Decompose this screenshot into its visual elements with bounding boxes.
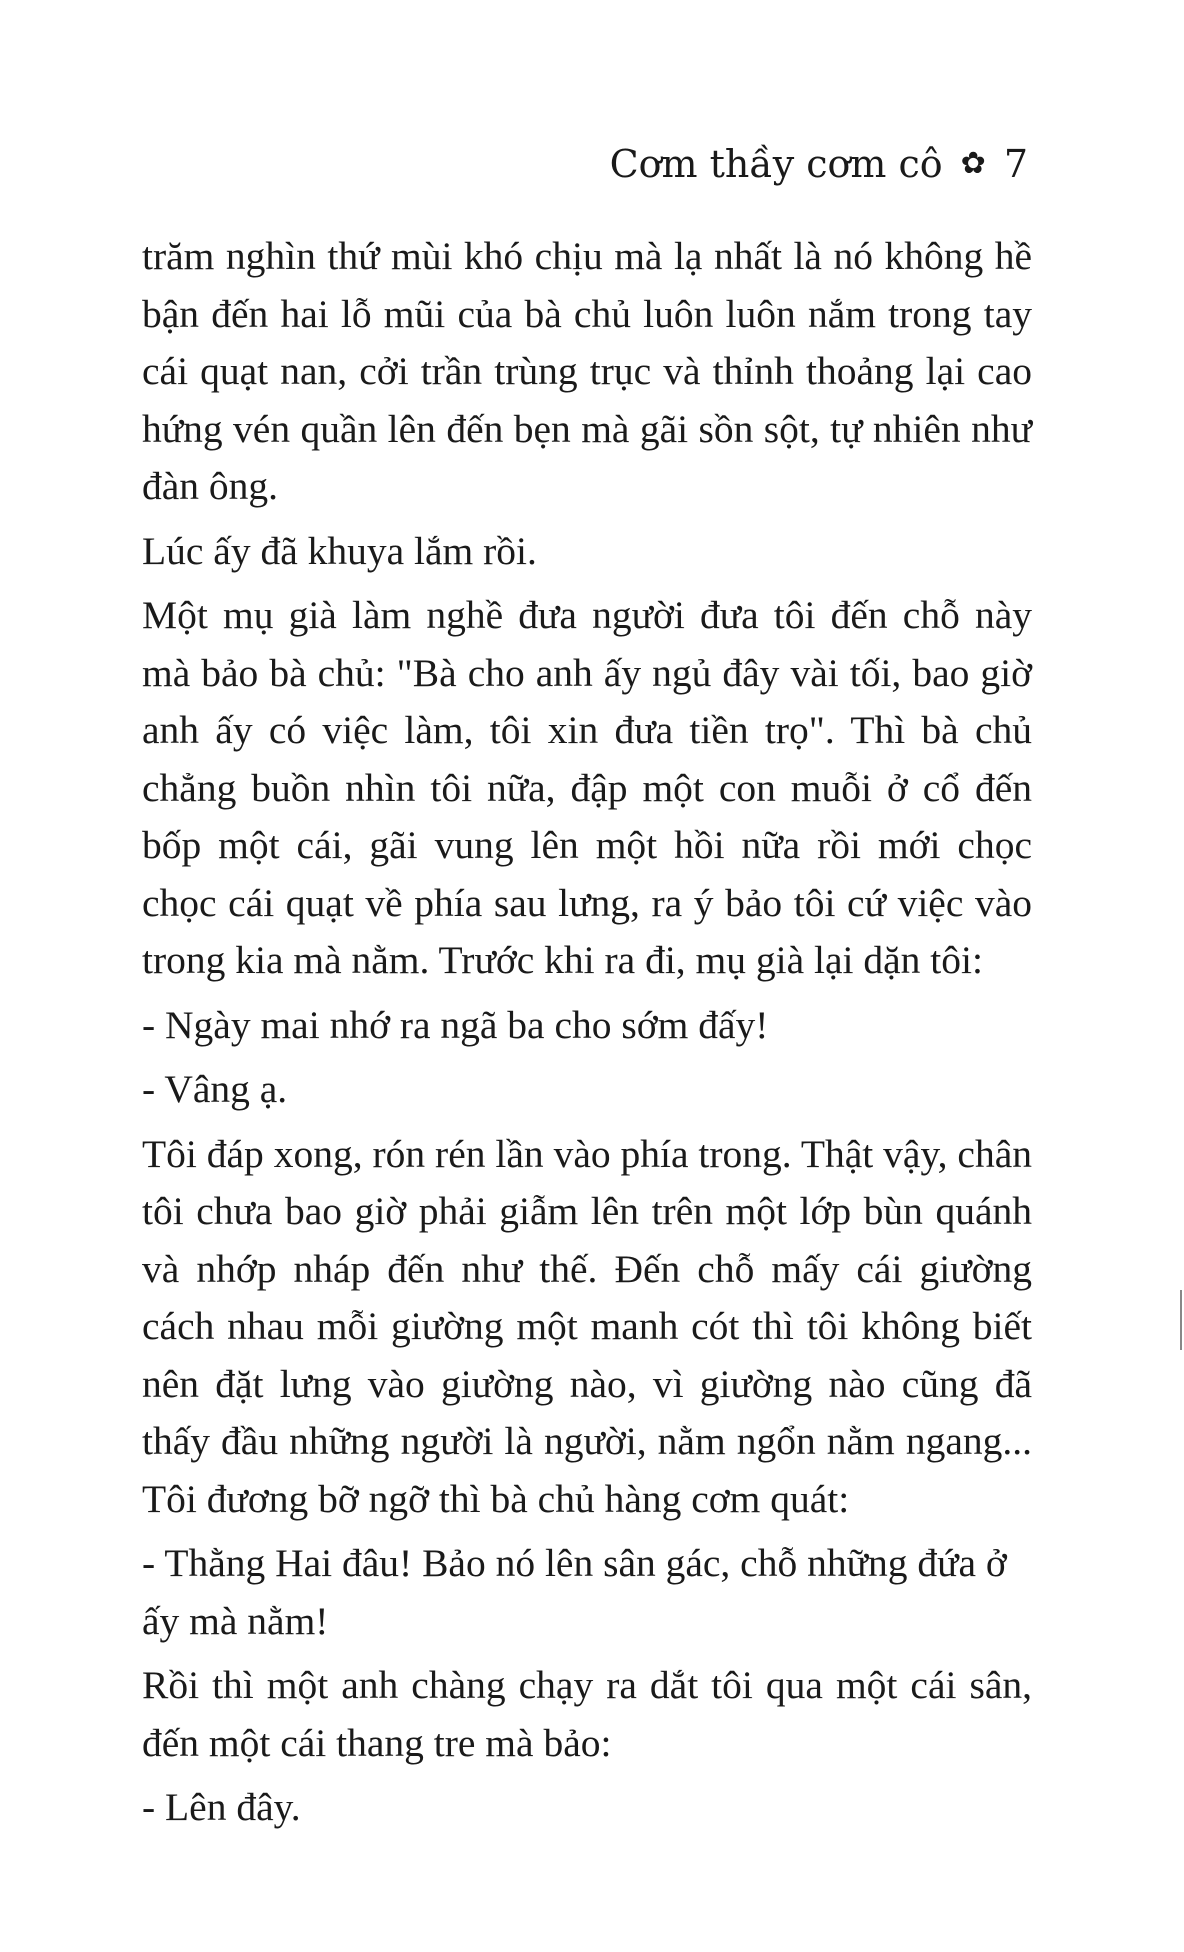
running-header	[610, 142, 1028, 186]
paragraph: Tôi đáp xong, rón rén lần vào phía trong. Thật vậy, chân tôi chưa bao giờ phải giẫm lên trên một lớp bùn quánh và nhớp nháp đến như thế. Đến chỗ mấy cái giường cách nhau mỗi giường một manh cót thì tôi không biết nên đặt lưng vào giường nào, vì giường nào cũng đã thấy đầu những người là người, nằm ngổn nằm ngang... Tôi đương bỡ ngỡ thì bà chủ hàng cơm quát:	[142, 1131, 1032, 1521]
paragraph: Một mụ già làm nghề đưa người đưa tôi đến chỗ này mà bảo bà chủ: "Bà cho anh ấy ngủ đây vài tối, bao giờ anh ấy có việc làm, tôi xin đưa tiền trọ". Thì bà chủ chẳng buồn nhìn tôi nữa, đập một con muỗi ở cổ đến bốp một cái, gãi vung lên một hồi nữa rồi mới chọc chọc cái quạt về phía sau lưng, ra ý bảo tôi cứ việc vào trong kia mà nằm. Trước khi ra đi, mụ già lại dặn tôi:	[142, 593, 1032, 982]
paragraph: Rồi thì một anh chàng chạy ra dắt tôi qua một cái sân, đến một cái thang tre mà bảo:	[142, 1663, 1032, 1765]
book-title: Cơm thầy cơm cô	[609, 142, 943, 186]
paragraph: trăm nghìn thứ mùi khó chịu mà lạ nhất là nó không hề bận đến hai lỗ mũi của bà chủ luôn luôn nắm trong tay cái quạt nan, cởi trần trùng trục và thỉnh thoảng lại cao hứng vén quần lên đến bẹn mà gãi sồn sột, tự nhiên như đàn ông.	[142, 234, 1032, 508]
dialog-line: - Ngày mai nhớ ra ngã ba cho sớm đấy!	[142, 1002, 769, 1047]
dialog-line: - Lên đây.	[142, 1785, 301, 1829]
dialog-line: - Vâng ạ.	[142, 1067, 288, 1111]
body-text	[142, 228, 1032, 1837]
page-number: 7	[1003, 142, 1028, 186]
paragraph: Lúc ấy đã khuya lắm rồi.	[142, 528, 537, 573]
dialog-line: - Thằng Hai đâu! Bảo nó lên sân gác, chỗ những đứa ở ấy mà nằm!	[142, 1541, 1007, 1643]
scan-edge-mark	[1180, 1290, 1182, 1350]
flower-ornament-icon: ✿	[960, 146, 986, 181]
